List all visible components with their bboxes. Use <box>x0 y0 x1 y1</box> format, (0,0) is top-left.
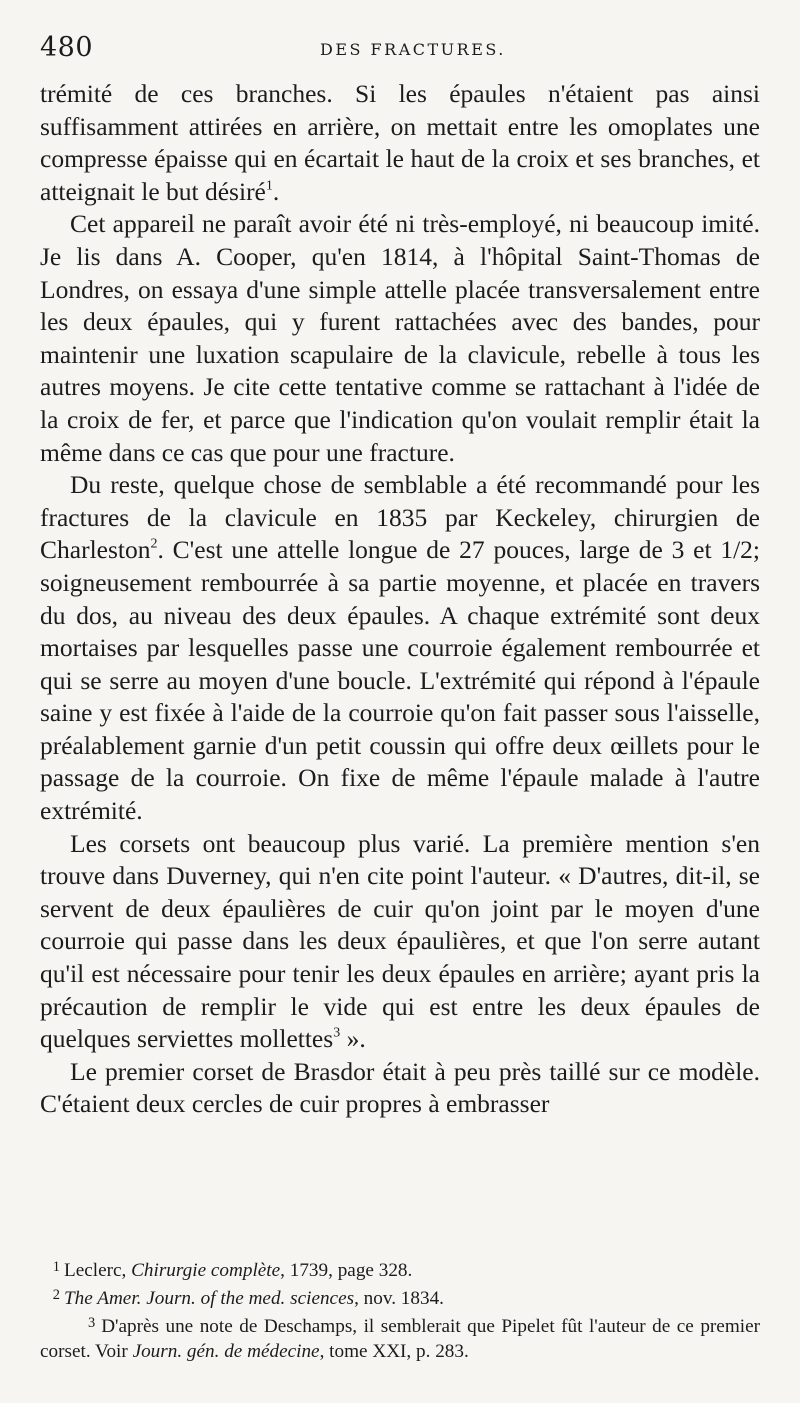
page-number: 480 <box>40 32 94 63</box>
footnote-marker: 2 <box>52 1287 60 1304</box>
paragraph-text: Les corsets ont beaucoup plus varié. La première mention s'en trouve dans Duverney, qui n'en cite point l'auteur. « D'autres, dit-il, se servent de deux épaulières de cuir qu'on joint par le moyen d'une courroie qui passe dans les deux épaulières, et que l'on serre autant qu'il est nécessaire pour tenir les deux épaules en arrière; ayant pris la précaution de remplir le vide qui est entre les deux épaules de quelques serviettes mollettes <box>40 828 760 1054</box>
footnote-reference[interactable]: 1 <box>265 178 273 194</box>
footnote-text: , nov. 1834. <box>354 1288 444 1310</box>
running-title: DES FRACTURES. <box>320 40 506 59</box>
footnote-text: , tome XXI, p. 283. <box>319 1341 469 1363</box>
paragraph-text: . <box>272 176 280 206</box>
footnote <box>40 1255 760 1283</box>
paragraph-text: trémité de ces branches. Si les épaules n'étaient pas ainsi suffisamment attirées en arrière, on mettait entre les omoplates une compresse épaisse qui en écartait le haut de la croix et ses branches, et atteignait le but désiré <box>40 79 760 206</box>
paragraph <box>40 78 760 208</box>
footnote-reference[interactable]: 3 <box>333 1025 341 1041</box>
paragraph-text: Du reste, quelque chose de semblable a été recommandé pour les fractures de la clavicule en 1835 par Keckeley, chirurgien de Charleston <box>40 470 760 565</box>
paragraph <box>40 208 760 469</box>
footnote-marker: 3 <box>88 1315 96 1332</box>
footnote-reference[interactable]: 2 <box>150 536 158 552</box>
footnote-text: , 1739, page 328. <box>280 1260 413 1282</box>
footnote-title: Journ. gén. de médecine <box>132 1341 320 1363</box>
footnote-text: Leclerc, <box>64 1260 132 1282</box>
paragraph <box>40 1056 760 1121</box>
paragraph-text: . C'est une attelle longue de 27 pouces, large de 3 et 1/2; soigneusement rembourrée à sa partie moyenne, et placée en travers du dos, au niveau des deux épaules. A chaque extrémité sont deux mortaises par lesquelles passe une courroie également rembourrée et qui se serre au moyen d'une boucle. L'extrémité qui répond à l'épaule saine y est fixée à l'aide de la courroie qu'on fait passer sous l'aisselle, préalablement garnie d'un petit coussin qui offre deux œillets pour le passage de la courroie. On fixe de même l'épaule malade à l'autre extrémité. <box>40 535 760 826</box>
footnote <box>40 1311 760 1364</box>
paragraph-text: Le premier corset de Brasdor était à peu près taillé sur ce modèle. C'étaient deux cercles de cuir propres à embrasser <box>40 1056 760 1119</box>
footnotes <box>40 1255 760 1364</box>
footnote <box>40 1283 760 1311</box>
footnote-title: Chirurgie complète <box>131 1260 281 1282</box>
paragraph <box>40 469 760 828</box>
paragraph-text: Cet appareil ne paraît avoir été ni très-employé, ni beaucoup imité. Je lis dans A. Cooper, qu'en 1814, à l'hôpital Saint-Thomas de Londres, on essaya d'une simple attelle placée transversalement entre les deux épaules, qui y furent rattachées avec des bandes, pour maintenir une luxation scapulaire de la clavicule, rebelle à tous les autres moyens. Je cite cette tentative comme se rattachant à l'idée de la croix de fer, et parce que l'indication qu'on voulait remplir était la même dans ce cas que pour une fracture. <box>40 209 760 467</box>
footnote-marker: 1 <box>52 1259 60 1275</box>
footnote-text: D'après une note de Deschamps, il semblerait que Pipelet fût l'auteur de ce premier corset. Voir <box>40 1316 760 1363</box>
paragraph-text: ». <box>340 1024 366 1054</box>
page-header <box>40 32 760 68</box>
body-text <box>40 78 760 1121</box>
paragraph <box>40 828 760 1056</box>
footnote-title: The Amer. Journ. of the med. sciences <box>64 1288 355 1310</box>
